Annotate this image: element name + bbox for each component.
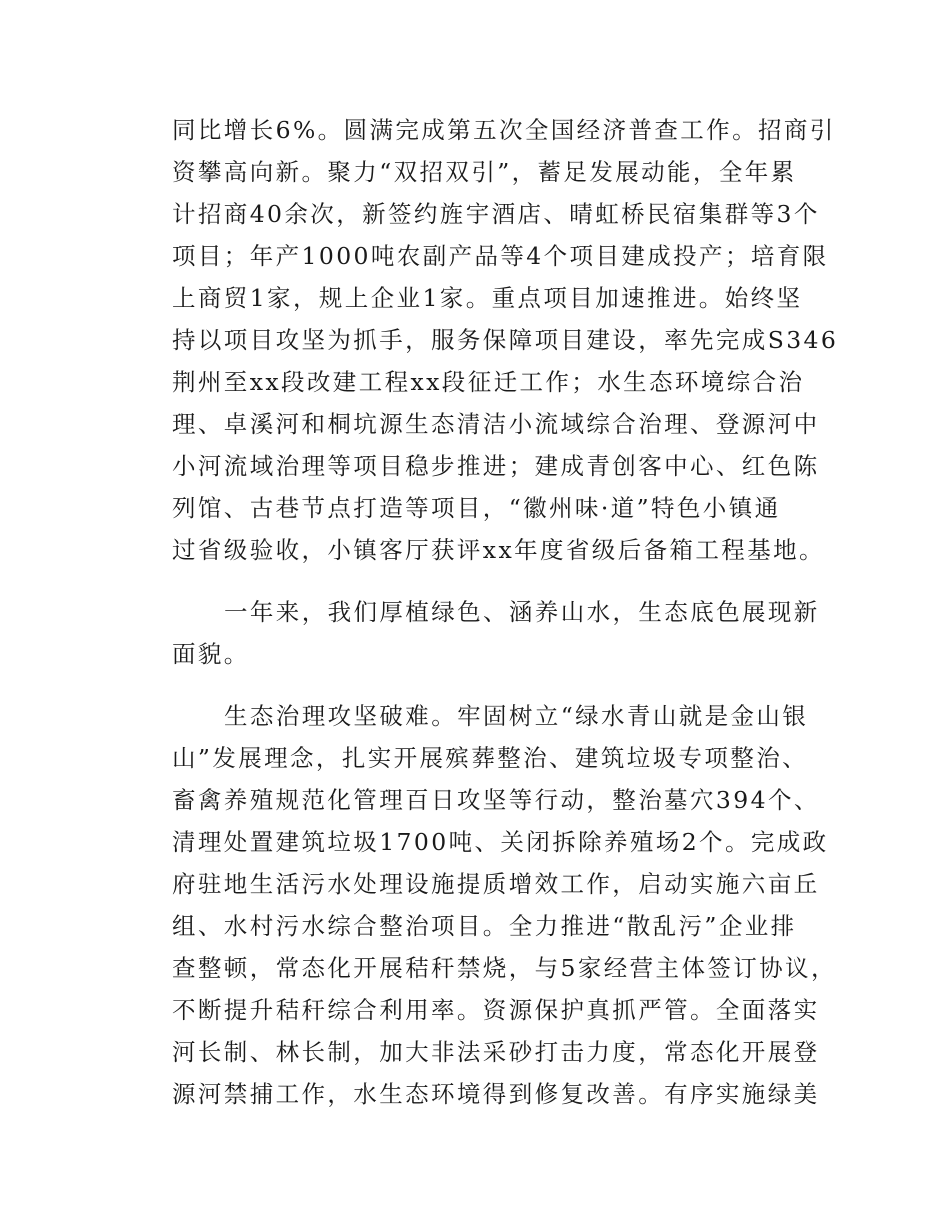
text-line: 同比增长6%。圆满完成第五次全国经济普查工作。招商引 [172,116,836,144]
text-line: 荆州至xx段改建工程xx段征迁工作；水生态环境综合治 [172,368,805,396]
paragraph-economy [172,109,839,571]
text-line: 列馆、古巷节点打造等项目，“徽州味·道”特色小镇通 [172,494,781,522]
text-line: 资攀高向新。聚力“双招双引”，蓄足发展动能，全年累 [172,158,797,186]
text-line: 不断提升秸秆综合利用率。资源保护真抓严管。全面落实 [172,996,820,1024]
text-line: 生态治理攻坚破难。牢固树立“绿水青山就是金山银 [224,702,809,730]
text-line: 过省级验收，小镇客厅获评xx年度省级后备箱工程基地。 [172,536,825,564]
text-line: 持以项目攻坚为抓手，服务保障项目建设，率先完成S346 [172,326,839,354]
text-line: 清理处置建筑垃圾1700吨、关闭拆除养殖场2个。完成政 [172,828,829,856]
text-line: 小河流域治理等项目稳步推进；建成青创客中心、红色陈 [172,452,820,480]
text-line: 项目；年产1000吨农副产品等4个项目建成投产；培育限 [172,242,829,270]
text-line: 上商贸1家，规上企业1家。重点项目加速推进。始终坚 [172,284,803,312]
text-line: 查整顿，常态化开展秸秆禁烧，与5家经营主体签订协议， [172,954,837,982]
text-line: 一年来，我们厚植绿色、涵养山水，生态底色展现新 [224,598,820,626]
document-page [172,109,839,1135]
text-line: 府驻地生活污水处理设施提质增效工作，启动实施六亩丘 [172,870,820,898]
text-line: 组、水村污水综合整治项目。全力推进“散乱污”企业排 [172,912,797,940]
paragraph-ecology-governance [172,695,837,1115]
text-line: 理、卓溪河和桐坑源生态清洁小流域综合治理、登源河中 [172,410,820,438]
paragraph-ecology-intro [172,591,820,675]
text-line: 山”发展理念，扎实开展殡葬整治、建筑垃圾专项整治、 [172,744,809,772]
text-line: 计招商40余次，新签约旌宇酒店、晴虹桥民宿集群等3个 [172,200,820,228]
text-line: 源河禁捕工作，水生态环境得到修复改善。有序实施绿美 [172,1080,820,1108]
text-line: 畜禽养殖规范化管理百日攻坚等行动，整治墓穴394个、 [172,786,820,814]
text-line: 河长制、林长制，加大非法采砂打击力度，常态化开展登 [172,1038,820,1066]
text-line: 面貌。 [172,640,250,668]
